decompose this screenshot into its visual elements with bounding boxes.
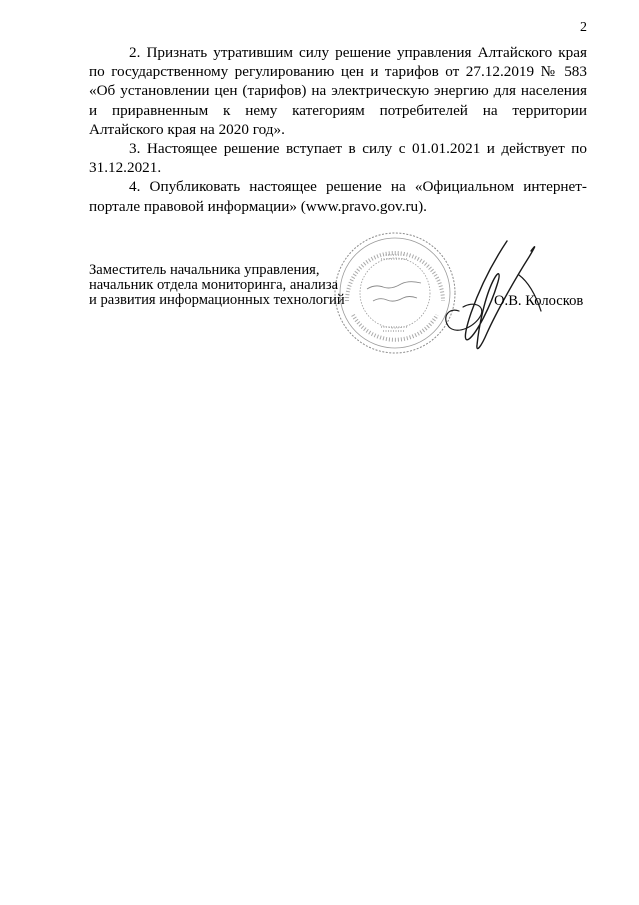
page-number: 2 xyxy=(580,20,587,35)
signatory-title-line: и развития информационных технологий xyxy=(89,292,345,308)
signatory-title-line: начальник отдела мониторинга, анализа xyxy=(89,277,339,293)
paragraph-2: 2. Признать утратившим силу решение управления Алтайского края по государственному регулированию цен и тарифов от 27.12.2019 № 583 «Об установлении цен (тарифов) на электрическую энергию для населения и приравненным к нему категориям потребителей на территории Алтайского края на 2020 год». xyxy=(89,44,587,138)
paragraph-4: 4. Опубликовать настоящее решение на «Официальном интернет-портале правовой информации» (www.pravo.gov.ru). xyxy=(89,178,587,215)
document-body xyxy=(89,43,587,216)
signatory-title-line: Заместитель начальника управления, xyxy=(89,262,320,278)
signatory-name: О.В. Колосков xyxy=(494,293,584,309)
signature-block xyxy=(89,263,599,373)
paragraph-3: 3. Настоящее решение вступает в силу с 01.01.2021 и действует по 31.12.2021. xyxy=(89,140,587,177)
signatory-title xyxy=(89,263,379,308)
